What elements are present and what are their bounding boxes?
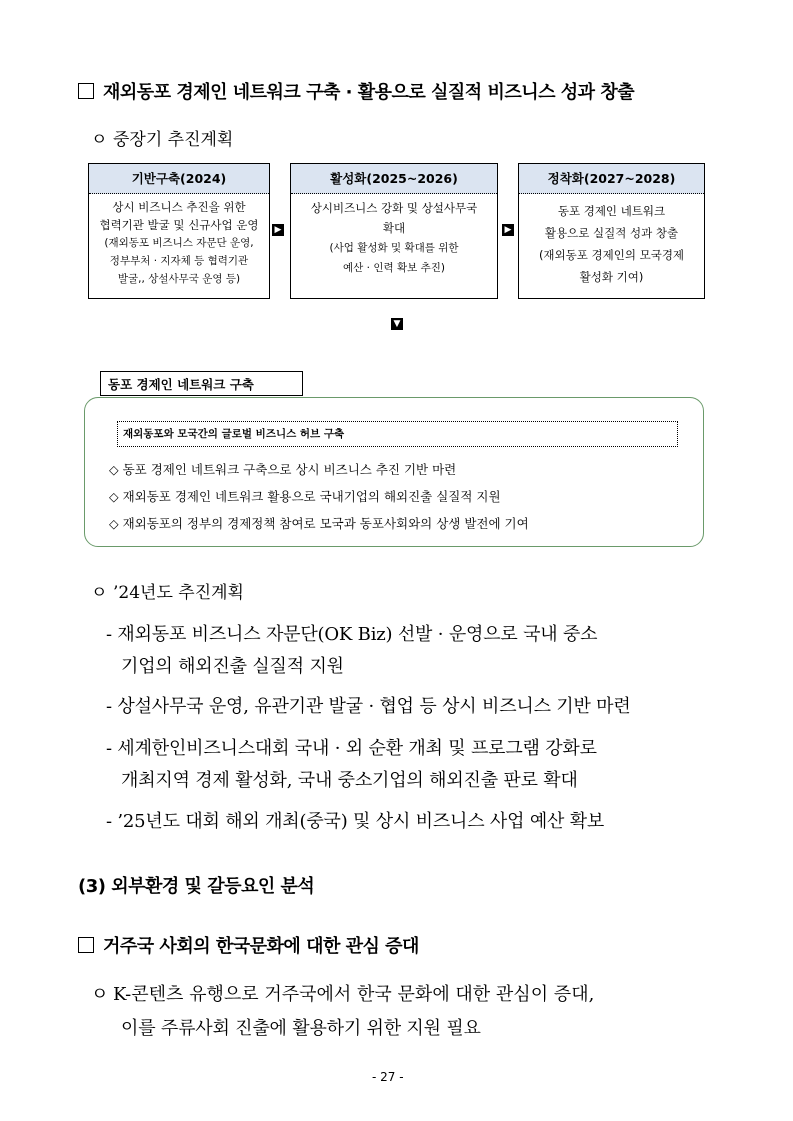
network-box-title: 동포 경제인 네트워크 구축 [100,371,303,396]
checkbox-square-icon [78,83,94,99]
stage-title: 정착화(2027~2028) [519,164,704,194]
plan-item: - 세계한인비즈니스대회 국내 · 외 순환 개최 및 프로그램 강화로 [106,738,597,759]
arrow-right-icon: ▶ [272,224,284,236]
section-heading-culture [78,932,419,958]
network-item: ◇ 재외동포 경제인 네트워크 활용으로 국내기업의 해외진출 실질적 지원 [109,489,501,504]
stage-note: 정부부처 · 지자체 등 협력기관 [109,255,249,267]
section-3-heading: (3) 외부환경 및 갈등요인 분석 [78,876,315,897]
plan-item-continued: 개최지역 경제 활성화, 국내 중소기업의 해외진출 판로 확대 [121,770,578,791]
stage-line: 상시비즈니스 강화 및 상설사무국 [310,201,478,215]
circle-bullet-icon: ㅇ [91,984,109,1005]
stage-line: 상시 비즈니스 추진을 위한 [112,200,246,214]
kculture-paragraph-continued: 이를 주류사회 진출에 활용하기 위한 지원 필요 [121,1018,481,1039]
plan-2024-label: ㅇ ’24년도 추진계획 [91,578,244,603]
plan-item: - 상설사무국 운영, 유관기관 발굴 · 협업 등 상시 비즈니스 기반 마련 [106,696,631,717]
stage-title: 기반구축(2024) [89,164,269,194]
stage-line: 확대 [382,221,406,235]
page-number: - 27 - [372,1070,404,1084]
section-heading-text: 재외동포 경제인 네트워크 구축 · 활용으로 실질적 비즈니스 성과 창출 [103,82,635,103]
stage-line: (재외동포 경제인의 모국경제 [538,248,685,262]
stage-line: 활용으로 실질적 성과 창출 [544,226,679,240]
network-item: ◇ 동포 경제인 네트워크 구축으로 상시 비즈니스 추진 기반 마련 [109,462,457,477]
midterm-plan-label: ㅇ 중장기 추진계획 [91,125,233,150]
stage-note: (재외동포 비즈니스 자문단 운영, [104,237,254,249]
stage-line: 동포 경제인 네트워크 [557,204,666,218]
circle-bullet-icon: ㅇ [91,583,108,603]
stage-box-activation [290,163,498,299]
plan-item: - 재외동포 비즈니스 자문단(OK Biz) 선발 · 운영으로 국내 중소 [106,624,598,645]
section-heading-network [78,78,634,104]
arrow-down-icon: ▼ [391,318,403,330]
kculture-paragraph: ㅇ K-콘텐츠 유행으로 거주국에서 한국 문화에 대한 관심이 증대, [91,980,594,1006]
stage-line: 협력기관 발굴 및 신규사업 운영 [99,218,259,232]
arrow-right-icon: ▶ [502,224,514,236]
stage-title: 활성화(2025~2026) [291,164,497,194]
section-heading-text: 거주국 사회의 한국문화에 대한 관심 증대 [103,936,419,957]
stage-box-settlement [518,163,705,299]
stage-note: 예산 · 인력 확보 추진) [343,262,445,274]
checkbox-square-icon [78,937,94,953]
stage-note: 발굴,, 상설사무국 운영 등) [117,273,241,285]
stage-note: (사업 활성화 및 확대를 위한 [329,242,459,254]
plan-item: - ’25년도 대회 해외 개최(중국) 및 상시 비즈니스 사업 예산 확보 [106,811,605,832]
plan-item-continued: 기업의 해외진출 실질적 지원 [121,656,344,677]
stage-box-foundation [88,163,270,299]
circle-bullet-icon: ㅇ [91,130,108,150]
stage-line: 활성화 기여) [579,270,644,284]
hub-banner: 재외동포와 모국간의 글로벌 비즈니스 허브 구축 [117,421,678,447]
network-item: ◇ 재외동포의 정부의 경제정책 참여로 모국과 동포사회와의 상생 발전에 기여 [109,516,529,531]
